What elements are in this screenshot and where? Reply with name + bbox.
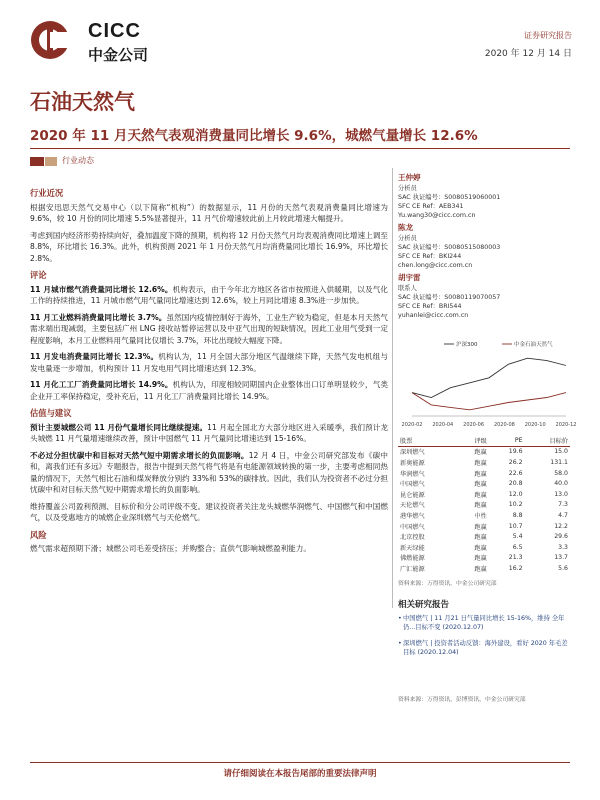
table-cell: 华润燃气	[400, 470, 425, 478]
table-cell: 8.8	[512, 511, 523, 519]
related-link[interactable]: 中国燃气 | 11 月21 日气量同比增长 15-16%，维持 全年仍...目标不变 (2020.12.07)	[403, 615, 565, 632]
para-lead: 11 月城市燃气消费量同比增长 12.6%。	[30, 284, 173, 294]
table-cell: 131.1	[550, 458, 568, 466]
table-row	[398, 457, 570, 468]
stock-table	[398, 435, 570, 574]
table-cell: 跑赢	[474, 481, 487, 489]
table-row	[398, 553, 570, 564]
related-item[interactable]	[398, 614, 570, 632]
report-date: 2020 年 12 月 14 日	[484, 49, 572, 59]
main-body	[30, 182, 388, 560]
table-cell: 中性	[474, 512, 487, 520]
header-divider	[30, 148, 570, 149]
analyst-email[interactable]: yuhanlei@cicc.com.cn	[398, 312, 469, 319]
table-cell: 10.2	[508, 501, 523, 509]
table-cell: 广汇能源	[400, 565, 425, 573]
bullet-icon: •	[398, 615, 402, 623]
table-cell: 跑赢	[474, 502, 487, 510]
page-title: 石油天然气	[30, 89, 135, 114]
table-cell: 58.0	[554, 469, 568, 477]
analyst-panel	[398, 170, 570, 320]
table-cell: 天伦燃气	[400, 502, 425, 510]
source-note: 资料来源：万得资讯，彭博资讯，中金公司研究部	[398, 697, 526, 703]
table-cell: 12.2	[554, 522, 568, 530]
table-row	[398, 500, 570, 511]
analyst-line: 分析员	[398, 235, 417, 242]
series-line-0	[412, 358, 566, 397]
analyst-email[interactable]: Yu.wang30@cicc.com.cn	[398, 212, 476, 219]
para-lead: 11 月工业燃料消费量同比增长 3.7%。	[30, 312, 167, 322]
table-cell: 跑赢	[474, 449, 487, 457]
table-cell: 跑赢	[474, 534, 487, 542]
table-cell: 7.3	[558, 501, 568, 509]
table-row	[398, 510, 570, 521]
analyst-email[interactable]: chen.long@cicc.com.cn	[398, 262, 473, 269]
para-lead: 11 月化工工厂消费量同比增长 14.9%。	[30, 380, 173, 389]
column-divider	[392, 168, 393, 608]
paragraph-power	[30, 351, 388, 374]
performance-line-chart	[398, 338, 577, 430]
table-cell: 昆仑能源	[400, 491, 425, 499]
para-body: 机构认为，11 月全国大部分地区气温继续下降，天然气发电机组与发电量逐一步增加，机构预计 11 月发电用气同比增速达到 12.3%。	[30, 352, 389, 373]
analyst-line: 分析员	[398, 185, 417, 192]
para-lead: 不必过分担忧碳中和目标对天然气短中期需求增长的负面影响。	[30, 450, 249, 460]
section-heading-comment: 评论	[30, 270, 47, 280]
table-cell: 5.6	[558, 564, 568, 572]
related-heading: 相关研究报告	[398, 600, 450, 610]
table-row	[398, 468, 570, 479]
table-header-cell: PE	[489, 435, 525, 446]
analyst-name: 胡宇雷	[398, 273, 421, 282]
related-item[interactable]	[398, 639, 570, 657]
table-cell: 跑赢	[474, 491, 487, 499]
table-source: 资料来源：万得资讯，中金公司研究部	[398, 581, 497, 587]
paragraph: 根据安迅思天然气交易中心（以下简称“机构”）的数据显示，11 月份的天然气表观消费量同比增速为 9.6%，较 10 月份的同比增速 5.5%显著提升，11 月气价增速较此前上月较此增速大幅提升。	[30, 202, 388, 223]
table-cell: 5.4	[512, 533, 523, 541]
table-cell: 40.0	[554, 480, 568, 488]
tag-marker-light	[45, 157, 57, 166]
analyst-line: SFC CE Ref：BKI244	[398, 253, 462, 260]
para-body: 机构表示，由于今年北方地区各省市按照进入供暖期，以及气化工作的持续推进，11 月城市燃气用气量同比增速达到 12.6%，较上月同比增速 8.3%进一步加快。	[30, 284, 388, 305]
table-cell: 3.3	[558, 543, 568, 551]
para-body: 11 月起全国北方大部分地区进入采暖季，我们预计龙头城燃 11 月气量增速继续改善，预计中国燃气 11 月气量同比增速达到 15-16%。	[30, 422, 389, 443]
table-cell: 港华燃气	[400, 512, 425, 520]
report-type: 证券研究报告	[524, 31, 572, 40]
table-cell: 26.2	[508, 458, 523, 466]
analyst-line: SFC CE Ref：BRI544	[398, 303, 462, 310]
table-cell: 新奥能源	[400, 459, 425, 467]
legend-label-1: 中金石油天然气	[514, 342, 553, 348]
related-reports	[398, 601, 570, 663]
paragraph-city-gas	[30, 284, 388, 307]
table-cell: 21.3	[508, 554, 523, 562]
analyst-line: SAC 执证编号：S0080519060001	[398, 194, 501, 201]
table-header-cell: 评级	[456, 435, 489, 446]
paragraph: 考虑到国内经济形势持续向好，叠加温度下降的预期，机构将 12 月份天然气月均表观消费同比增速上调至 8.8%，环比增长 16.3%。此外，机构预测 2021 年 1 月份天然气月均消费量同比增长 16.9%，环比增长 2.8%。	[30, 230, 388, 263]
x-tick-label: 2020-02	[401, 422, 423, 428]
para-body: 机构认为，印度相较同期国内企业整体出口订单明显较少，气类企业开工率保持稳定，受补充后，11 月化工厂消费量同比增长 14.9%。	[30, 380, 388, 401]
table-cell: 15.0	[554, 448, 568, 456]
table-cell: 跑赢	[474, 544, 487, 552]
related-link[interactable]: 深圳燃气 | 投资者活动反馈：海外建设，看好 2020 年毛差目标 (2020.12.04)	[403, 639, 568, 656]
paragraph-carbon	[30, 450, 388, 496]
table-cell: 10.7	[508, 522, 523, 530]
analyst-name: 陈龙	[398, 223, 413, 232]
table-row	[398, 446, 570, 457]
analyst-line: SFC CE Ref：AEB341	[398, 203, 464, 210]
table-cell: 中国燃气	[400, 481, 425, 489]
table-cell: 12.0	[508, 490, 523, 498]
legend-label-0: 沪深300	[456, 342, 478, 348]
section-heading-risk: 风险	[30, 529, 47, 540]
table-cell: 深圳燃气	[400, 449, 425, 457]
table-cell: 20.8	[508, 480, 523, 488]
table-cell: 6.5	[512, 543, 523, 551]
table-cell: 跑赢	[474, 459, 487, 467]
table-row	[398, 563, 570, 574]
table-cell: 13.0	[554, 490, 568, 498]
table-cell: 4.7	[558, 511, 568, 519]
paragraph-industrial	[30, 312, 388, 347]
x-tick-label: 2020-04	[432, 422, 454, 428]
logo-text-en: CICC	[88, 20, 141, 42]
para-body: 12 月 4 日，中金公司研究部发布《碳中和，离我们还有多远》专题报告，报告中提到天然气将气将是有电能源领域转换的第一步，主要考虑相同热量的情况下，天然气相比石油和煤炭释放分别约 33%和 53%的碳排放。因此，我们认为投资者不必过分担忧碳中和对目标天然气短中期需求增长的负面影响。	[30, 450, 389, 494]
paragraph: 维持覆盖公司盈利预测、目标价和分公司评级不变。建议投资者关注龙头城燃华润燃气、中国燃气和中国燃气，以及受惠地方的城燃企业深圳燃气与天伦燃气。	[30, 501, 388, 522]
table-row	[398, 542, 570, 553]
table-row	[398, 478, 570, 489]
tag-marker	[30, 157, 44, 166]
x-tick-label: 2020-08	[493, 422, 515, 428]
table-row	[398, 531, 570, 542]
table-cell: 新天绿能	[400, 544, 425, 552]
table-header-row	[398, 435, 570, 446]
analyst-line: 联系人	[398, 285, 417, 292]
paragraph-risk: 燃气需求超预期下滑；城燃公司毛差受挤压；并购整合；直供气影响城燃盈利能力。	[30, 544, 311, 553]
table-cell: 22.6	[508, 469, 523, 477]
table-row	[398, 521, 570, 532]
para-lead: 11 月发电消费量同比增长 12.3%。	[30, 352, 159, 361]
x-tick-label: 2020-12	[555, 422, 577, 428]
table-cell: 19.6	[508, 448, 523, 456]
x-tick-label: 2020-10	[524, 422, 546, 428]
footer-disclaimer: 请仔细阅读在本报告尾部的重要法律声明	[223, 769, 377, 779]
table-cell: 跑赢	[474, 555, 487, 563]
table-cell: 29.6	[554, 533, 568, 541]
table-cell: 跑赢	[474, 523, 487, 531]
section-heading-overview: 行业近况	[30, 188, 64, 198]
tag-label: 行业动态	[62, 156, 94, 165]
table-cell: 中国燃气	[400, 523, 425, 531]
table-header-cell: 目标价	[525, 435, 570, 446]
logo-text-cn: 中金公司	[88, 46, 149, 64]
table-row	[398, 489, 570, 500]
page-subtitle: 2020 年 11 月天然气表观消费量同比增长 9.6%，城燃气量增长 12.6%	[30, 128, 478, 144]
table-cell: 北京控股	[400, 534, 425, 542]
paragraph-chemical	[30, 379, 388, 402]
cicc-logo-icon	[30, 20, 70, 60]
table-cell: 16.2	[508, 564, 523, 572]
bullet-icon: •	[398, 639, 402, 647]
table-header-cell: 股票	[398, 435, 456, 446]
table-cell: 跑赢	[474, 470, 487, 478]
analyst-line: SAC 执证编号：S0080515080003	[398, 244, 501, 251]
paragraph-valuation	[30, 422, 388, 445]
table-cell: 佛燃能源	[400, 555, 425, 563]
para-lead: 预计主要城燃公司 11 月份气量增长同比继续提速。	[30, 422, 208, 432]
analyst-line: SAC 执证编号：S0080119070057	[398, 294, 501, 301]
table-cell: 13.7	[554, 554, 568, 562]
para-body: 虽然国内疫情控制好于海外，工业生产较为稳定，但是本月天然气需求端出现减弱，主要包括广州 LNG 接收站暂停运营以及中亚气出现的短缺情况，因此工业用气受到一定程度影响，本月工业燃料用气量同比仅增长 3.7%，环比出现较大幅度下降。	[30, 312, 388, 345]
section-heading-valuation: 估值与建议	[30, 408, 72, 418]
x-tick-label: 2020-06	[463, 422, 485, 428]
table-cell: 跑赢	[474, 565, 487, 573]
analyst-name: 王仲婷	[398, 173, 421, 182]
footer-divider	[30, 762, 570, 763]
